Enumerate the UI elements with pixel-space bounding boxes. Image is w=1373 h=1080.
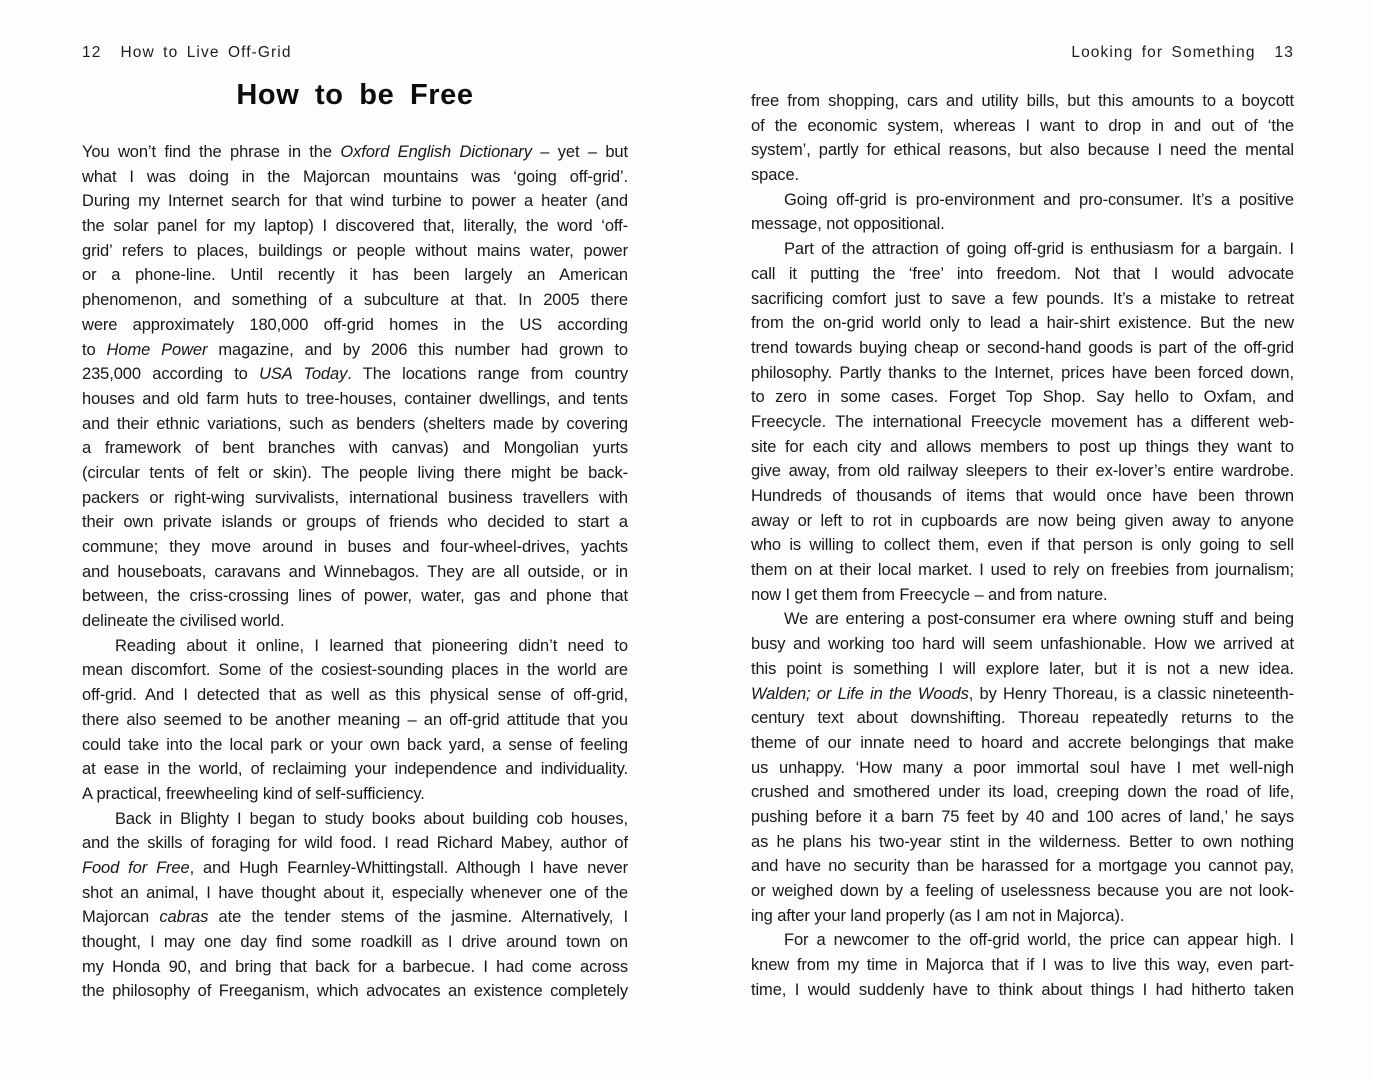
text-line [751, 682, 1294, 707]
text-line [82, 140, 628, 165]
text-line [82, 510, 628, 535]
text-segment: We are entering a post-consumer era where owning stuff and being [784, 610, 1294, 629]
text-segment: us unhappy. ‘How many a poor immortal soul have I met well-nigh [751, 758, 1294, 777]
text-line [82, 288, 628, 313]
text-segment: the solar panel for my laptop) I discovered that, literally, the word ‘off- [82, 217, 628, 236]
italic-text: Oxford English Dictionary [340, 143, 532, 161]
chapter-title: How to be Free [236, 79, 474, 111]
right-running-title: Looking for Something [1071, 44, 1256, 61]
text-segment: pushing before it a barn 75 feet by 40 and 100 acres of land,’ he says [751, 807, 1294, 826]
text-line [751, 311, 1294, 336]
text-line [82, 362, 628, 387]
text-segment: During my Internet search for that wind turbine to power a heater (and [82, 192, 628, 211]
paragraph [82, 140, 628, 634]
text-segment: busy and working too hard will seem unfashionable. How we arrived at [751, 635, 1294, 654]
text-segment: Majorcan [82, 908, 160, 927]
text-segment: were approximately 180,000 off-grid homes in the US according [82, 315, 628, 334]
text-segment: and their ethnic variations, such as benders (shelters made by covering [82, 414, 628, 433]
italic-text: cabras [159, 908, 209, 927]
text-segment: . The locations range from country [347, 365, 629, 384]
text-line [82, 263, 628, 288]
text-segment: between, the criss-crossing lines of power, water, gas and phone that [82, 587, 628, 606]
text-line [751, 459, 1294, 484]
text-segment: , by Henry Thoreau, is a classic nineteenth- [968, 684, 1294, 703]
text-line [82, 486, 628, 511]
text-segment: them on at their local market. I used to rely on freebies from journalism; [751, 561, 1294, 580]
text-segment: message, not oppositional. [751, 215, 945, 234]
text-segment: – yet – but [531, 143, 628, 161]
text-segment: to [82, 340, 107, 359]
left-page [82, 0, 628, 1080]
text-line [751, 361, 1294, 386]
text-segment: or a phone-line. Until recently it has been largely an American [82, 266, 628, 285]
paragraph [751, 928, 1294, 1002]
text-line [751, 237, 1294, 262]
text-segment: theme of our innate need to hoard and accrete belongings that make [751, 733, 1294, 752]
text-line [82, 856, 628, 881]
text-line [82, 584, 628, 609]
text-line [751, 978, 1294, 1003]
text-line [751, 657, 1294, 682]
text-line [82, 930, 628, 955]
text-segment: mean discomfort. Some of the cosiest-sounding places in the world are [82, 661, 628, 680]
text-line [751, 731, 1294, 756]
left-running-title: How to Live Off-Grid [120, 44, 292, 61]
right-page [751, 0, 1294, 1080]
text-line [751, 336, 1294, 361]
text-segment: A practical, freewheeling kind of self-sufficiency. [82, 784, 425, 803]
text-segment: Part of the attraction of going off-grid is enthusiasm for a bargain. I [784, 240, 1294, 259]
text-line [751, 879, 1294, 904]
text-line [82, 412, 628, 437]
left-page-body [82, 140, 628, 1004]
paragraph [82, 807, 628, 1005]
paragraph [82, 634, 628, 807]
text-segment: shot an animal, I have thought about it, especially whenever one of the [82, 883, 628, 902]
text-segment: Going off-grid is pro-environment and pro-consumer. It’s a positive [784, 190, 1294, 209]
text-line [751, 928, 1294, 953]
text-segment: phenomenon, and something of a subculture at that. In 2005 there [82, 291, 628, 310]
text-line [82, 955, 628, 980]
text-segment: what I was doing in the Majorcan mountains was ‘going off-grid’. [82, 167, 628, 186]
text-line [82, 708, 628, 733]
text-segment: this point is something I will explore later, but it is not a new idea. [751, 659, 1294, 678]
text-line [751, 410, 1294, 435]
text-segment: could take into the local park or your own back yard, a sense of feeling [82, 735, 628, 754]
text-segment: You won’t find the phrase in the [82, 143, 341, 161]
text-segment: off-grid. And I detected that as well as this physical sense of off-grid, [82, 686, 628, 705]
text-line [82, 214, 628, 239]
text-segment: For a newcomer to the off-grid world, the price can appear high. I [784, 931, 1294, 950]
text-segment: crushed and smothered under its load, creeping down the road of life, [751, 783, 1294, 802]
right-page-body [751, 89, 1294, 1002]
text-segment: sacrificing comfort just to save a few pounds. It’s a mistake to retreat [751, 289, 1294, 308]
text-segment: houses and old farm huts to tree-houses, container dwellings, and tents [82, 389, 628, 408]
text-segment: ate the tender stems of the jasmine. Alternatively, I [208, 908, 628, 927]
text-segment: , and Hugh Fearnley-Whittingstall. Although I have never [189, 858, 628, 877]
text-line [82, 165, 628, 190]
text-line [82, 733, 628, 758]
text-segment: a framework of bent branches with canvas) and Mongolian yurts [82, 439, 628, 458]
text-line [751, 509, 1294, 534]
text-segment: magazine, and by 2006 this number had grown to [207, 340, 629, 359]
text-line [82, 979, 628, 1004]
text-line [751, 953, 1294, 978]
text-segment: thought, I may one day find some roadkill as I drive around town on [82, 933, 628, 951]
text-segment: as he plans his two-year stint in the wilderness. Better to own nothing [751, 832, 1294, 851]
text-line [751, 632, 1294, 657]
text-segment: the philosophy of Freeganism, which advocates an existence completely [82, 982, 628, 1001]
text-line [82, 609, 628, 634]
text-segment: grid’ refers to places, buildings or people without mains water, power [82, 241, 628, 260]
text-line [82, 905, 628, 930]
text-segment: site for each city and allows members to post up things they want to [751, 437, 1294, 456]
left-running-header [82, 44, 628, 62]
text-line [82, 189, 628, 214]
text-segment: (circular tents of felt or skin). The people living there might be back- [82, 463, 628, 482]
text-line [751, 484, 1294, 509]
text-line [82, 535, 628, 560]
text-segment: my Honda 90, and bring that back for a barbecue. I had come across [82, 957, 628, 976]
text-segment: and have no security than be harassed for a mortgage you cannot pay, [751, 857, 1294, 876]
text-line [82, 239, 628, 264]
text-segment: or weighed down by a feeling of uselessness because you are not look- [751, 882, 1294, 900]
text-segment: now I get them from Freecycle – and from nature. [751, 585, 1108, 604]
text-line [751, 780, 1294, 805]
paragraph [751, 89, 1294, 188]
text-segment: commune; they move around in buses and four-wheel-drives, yachts [82, 538, 628, 556]
text-segment: space. [751, 166, 800, 185]
text-line [751, 212, 1294, 237]
text-line [751, 163, 1294, 188]
text-segment: trend towards buying cheap or second-hand goods is part of the off-grid [751, 338, 1294, 357]
text-segment: and the skills of foraging for wild food. I read Richard Mabey, author of [82, 834, 628, 853]
text-segment: of the economic system, whereas I want to drop in and out of ‘the [751, 116, 1294, 135]
text-segment: who is willing to collect them, even if that person is only going to sell [751, 536, 1294, 555]
text-segment: at ease in the world, of reclaiming your independence and individuality. [82, 760, 628, 779]
text-line [751, 435, 1294, 460]
text-line [82, 338, 628, 363]
text-line [751, 756, 1294, 781]
text-line [82, 634, 628, 659]
text-segment: free from shopping, cars and utility bills, but this amounts to a boycott [751, 92, 1294, 110]
text-segment: knew from my time in Majorca that if I was to live this way, even part- [751, 956, 1294, 975]
text-line [82, 658, 628, 683]
italic-text: Home Power [106, 340, 208, 359]
text-segment: Reading about it online, I learned that pioneering didn’t need to [115, 636, 628, 655]
italic-text: Walden; or Life in the Woods [751, 684, 969, 703]
paragraph [751, 188, 1294, 237]
text-segment: time, I would suddenly have to think about things I had hitherto taken [751, 980, 1294, 999]
text-line [82, 782, 628, 807]
text-segment: Back in Blighty I began to study books about building cob houses, [115, 809, 628, 828]
text-line [751, 706, 1294, 731]
text-line [751, 138, 1294, 163]
text-segment: ing after your land properly (as I am not in Majorca). [751, 906, 1125, 925]
text-line [751, 89, 1294, 114]
text-segment: from the on-grid world only to lead a hair-shirt existence. But the new [751, 314, 1294, 333]
italic-text: Food for Free [82, 858, 190, 877]
text-segment: call it putting the ‘free’ into freedom. Not that I would advocate [751, 264, 1294, 283]
italic-text: USA Today [259, 365, 348, 384]
text-line [82, 807, 628, 832]
text-line [82, 757, 628, 782]
text-line [751, 385, 1294, 410]
text-line [82, 683, 628, 708]
text-line [82, 436, 628, 461]
text-line [82, 387, 628, 412]
text-line [751, 805, 1294, 830]
text-segment: to zero in some cases. Forget Top Shop. Say hello to Oxfam, and [751, 388, 1294, 407]
text-line [751, 262, 1294, 287]
text-line [751, 287, 1294, 312]
text-segment: Hundreds of thousands of items that would once have been thrown [751, 487, 1294, 505]
text-segment: delineate the civilised world. [82, 612, 285, 631]
text-segment: system’, partly for ethical reasons, but also because I need the mental [751, 141, 1294, 160]
text-segment: their own private islands or groups of friends who decided to start a [82, 513, 628, 532]
paragraph [751, 237, 1294, 607]
text-segment: packers or right-wing survivalists, international business travellers with [82, 488, 628, 507]
right-running-header [751, 44, 1294, 62]
text-line [751, 188, 1294, 213]
text-segment: give away, from old railway sleepers to their ex-lover’s entire wardrobe. [751, 462, 1294, 481]
text-line [751, 533, 1294, 558]
text-segment: and houseboats, caravans and Winnebagos. They are all outside, or in [82, 562, 628, 581]
text-segment: Freecycle. The international Freecycle movement has a different web- [751, 412, 1294, 431]
text-line [751, 558, 1294, 583]
text-line [751, 583, 1294, 608]
text-segment: century text about downshifting. Thoreau repeatedly returns to the [751, 709, 1294, 728]
text-line [82, 560, 628, 585]
text-segment: philosophy. Partly thanks to the Internet, prices have been forced down, [751, 363, 1294, 382]
text-line [751, 114, 1294, 139]
right-page-number: 13 [1274, 44, 1294, 61]
text-segment: 235,000 according to [82, 365, 260, 384]
text-line [82, 313, 628, 338]
left-page-number: 12 [82, 44, 102, 61]
text-line [82, 461, 628, 486]
text-line [751, 830, 1294, 855]
paragraph [751, 607, 1294, 928]
text-line [751, 854, 1294, 879]
text-line [751, 904, 1294, 929]
text-line [82, 831, 628, 856]
text-line [751, 607, 1294, 632]
text-segment: there also seemed to be another meaning – an off-grid attitude that you [82, 710, 628, 729]
text-line [82, 881, 628, 906]
text-segment: away or left to rot in cupboards are now being given away to anyone [751, 511, 1294, 530]
